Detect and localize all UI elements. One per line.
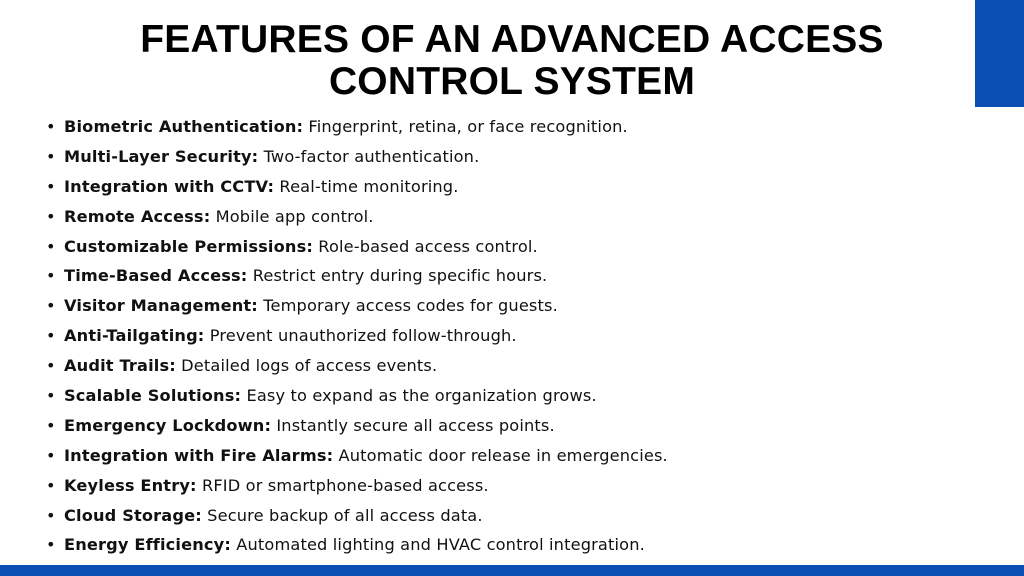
- list-item: [46, 174, 668, 204]
- slide-title-line-1: FEATURES OF AN ADVANCED ACCESS: [140, 18, 884, 61]
- list-item: [46, 383, 668, 413]
- feature-description: Role-based access control.: [312, 236, 538, 256]
- list-item: [46, 443, 668, 473]
- bottom-accent-bar: [0, 565, 1024, 576]
- feature-description: RFID or smartphone-based access.: [196, 475, 489, 495]
- feature-label: Integration with Fire Alarms:: [64, 445, 334, 465]
- list-item: [46, 114, 668, 144]
- feature-label: Time-Based Access:: [64, 266, 248, 286]
- feature-label: Visitor Management:: [64, 296, 258, 316]
- feature-description: Instantly secure all access points.: [271, 415, 555, 435]
- feature-description: Detailed logs of access events.: [175, 356, 438, 376]
- bullet-icon: •: [46, 236, 56, 256]
- feature-description: Easy to expand as the organization grows.: [241, 386, 597, 406]
- feature-description: Real-time monitoring.: [274, 176, 459, 196]
- list-item: [46, 234, 668, 264]
- bullet-icon: •: [46, 117, 56, 136]
- feature-label: Emergency Lockdown:: [64, 415, 272, 435]
- list-item: [46, 473, 668, 503]
- bullet-icon: •: [46, 356, 56, 376]
- feature-description: Temporary access codes for guests.: [257, 296, 558, 316]
- feature-list: [46, 114, 668, 562]
- feature-label: Scalable Solutions:: [64, 386, 242, 406]
- bullet-icon: •: [46, 206, 56, 226]
- feature-description: Two-factor authentication.: [258, 146, 480, 166]
- feature-label: Anti-Tailgating:: [64, 326, 205, 346]
- feature-description: Secure backup of all access data.: [201, 505, 483, 525]
- feature-label: Cloud Storage:: [64, 505, 202, 525]
- feature-description: Automated lighting and HVAC control integration.: [230, 535, 645, 555]
- feature-label: Customizable Permissions:: [64, 236, 313, 256]
- feature-label: Energy Efficiency:: [64, 535, 231, 555]
- bullet-icon: •: [46, 445, 56, 465]
- list-item: [46, 323, 668, 353]
- feature-label: Remote Access:: [64, 206, 211, 226]
- list-item: [46, 413, 668, 443]
- bullet-icon: •: [46, 505, 56, 525]
- list-item: [46, 353, 668, 383]
- list-item: [46, 532, 668, 562]
- bullet-icon: •: [46, 146, 56, 166]
- list-item: [46, 263, 668, 293]
- feature-description: Automatic door release in emergencies.: [333, 445, 668, 465]
- list-item: [46, 293, 668, 323]
- bullet-icon: •: [46, 415, 56, 435]
- feature-description: Fingerprint, retina, or face recognition.: [303, 117, 628, 136]
- feature-label: Keyless Entry:: [64, 475, 197, 495]
- bullet-icon: •: [46, 386, 56, 406]
- bullet-icon: •: [46, 535, 56, 555]
- bullet-icon: •: [46, 296, 56, 316]
- feature-description: Mobile app control.: [210, 206, 374, 226]
- feature-label: Audit Trails:: [64, 356, 176, 376]
- bullet-icon: •: [46, 326, 56, 346]
- list-item: [46, 144, 668, 174]
- list-item: [46, 204, 668, 234]
- slide-title: [0, 19, 1024, 103]
- slide-title-line-2: CONTROL SYSTEM: [328, 60, 696, 103]
- bullet-icon: •: [46, 475, 56, 495]
- feature-description: Prevent unauthorized follow-through.: [204, 326, 517, 346]
- bullet-icon: •: [46, 176, 56, 196]
- feature-label: Integration with CCTV:: [64, 176, 275, 196]
- list-item: [46, 503, 668, 533]
- feature-label: Multi-Layer Security:: [64, 146, 259, 166]
- feature-label: Biometric Authentication:: [64, 117, 304, 136]
- feature-description: Restrict entry during specific hours.: [247, 266, 548, 286]
- bullet-icon: •: [46, 266, 56, 286]
